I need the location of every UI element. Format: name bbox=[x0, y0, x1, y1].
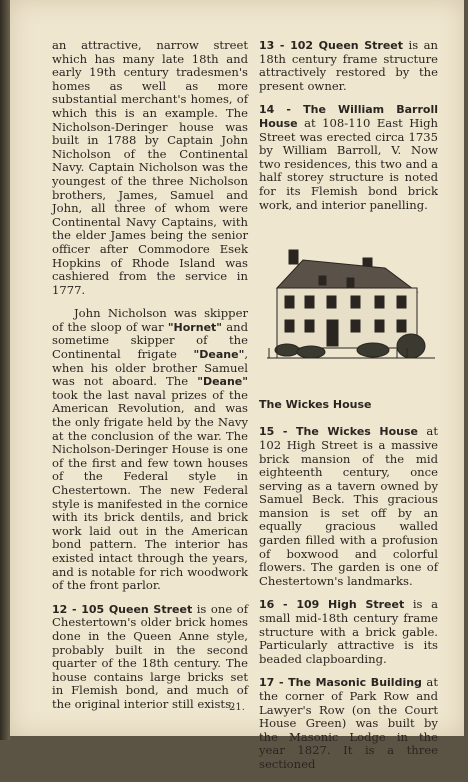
entry-15: 15 - The Wickes House at 102 High Street is a massive brick mansion of the mid eighteenth century, once serving as a tavern owned by Samuel Beck. This gracious mansion is set off by an equally gracious walled garden filled with a profusion of boxwood and colorful flowers. The garden is one of Chestertown's landmarks. bbox=[259, 424, 438, 588]
ship-name-hornet: "Hornet" bbox=[167, 320, 223, 334]
right-column bbox=[259, 39, 438, 782]
entry-16: 16 - 109 High Street is a small mid-18th century frame structure with a brick gable. Particularly attractive is its beaded clapboarding. bbox=[259, 597, 438, 666]
paragraph-nicholson-deringer: an attractive, narrow street which has many late 18th and early 19th century tradesmen's homes as well as more substantial merchant's homes, of which this is an example. The Nicholson-Deringer house was built in 1788 by Captain John Nicholson of the Continental Navy. Captain Nicholson was the youngest of the three Nicholson brothers, James, Samuel and John, all three of whom were Continental Navy Captains, with the elder James being the senior officer after Commodore Esek Hopkins of Rhode Island was cashiered from the service in 1777. bbox=[52, 38, 248, 297]
entry-12: 12 - 105 Queen Street is one of Chestertown's older brick homes done in the Queen Anne style, probably built in the second quarter of the 18th century. The house contains large bricks set in Flemish bond, and much of the original interior still exists. bbox=[52, 601, 248, 711]
page-number: 21. bbox=[229, 702, 245, 713]
left-column bbox=[52, 39, 248, 722]
book-spine-shadow bbox=[0, 0, 10, 740]
ship-name-deane: "Deane" bbox=[193, 348, 245, 362]
wickes-house-illustration bbox=[267, 240, 435, 372]
entry-13: 13 - 102 Queen Street is an 18th century frame structure attractively restored by the present owner. bbox=[259, 38, 438, 93]
entry-17-heading: Masonic Building bbox=[315, 676, 422, 690]
ship-name-deane-2: "Deane" bbox=[197, 375, 248, 389]
entry-13-heading: 13 - 102 Queen Street bbox=[259, 39, 404, 52]
entry-12-heading: 12 - 105 Queen Street bbox=[52, 602, 193, 616]
entry-15-heading: Wickes House bbox=[327, 425, 418, 439]
book-page bbox=[10, 0, 464, 771]
illustration-caption: The Wickes House bbox=[259, 397, 372, 411]
entry-14: 14 - The William Barroll House at 108-110 East High Street was erected circa 1735 by William Barroll, V. Now two residences, this two and a half storey structure is noted for its Flemish bond brick work, and interior panelling. bbox=[259, 103, 438, 212]
paragraph-john-nicholson: John Nicholson was skipper of the sloop of war "Hornet" and sometime skipper of the Continental frigate "Deane", when his older brother Samuel was not aboard. The "Deane" took the last naval prizes of the American Revolution, and was the only frigate held by the Navy at the conclusion of the war. The Nicholson-Deringer House is one of the first and few town houses of the Federal style in Chestertown. The new Federal style is manifested in the cornice with its brick dentils, and brick work laid out in the American bond pattern. The interior has existed intact through the years, and is notable for rich woodwork of the front parlor. bbox=[52, 306, 248, 593]
entry-14-heading: 14 - The William Barroll House bbox=[259, 103, 438, 130]
entry-16-heading: 16 - 109 High Street bbox=[259, 598, 405, 612]
entry-17: 17 - The Masonic Building at the corner of Park Row and Lawyer's Row (on the Court House Green) was built by the Masonic Lodge in the year 1827. It is a three sectioned bbox=[259, 675, 438, 771]
